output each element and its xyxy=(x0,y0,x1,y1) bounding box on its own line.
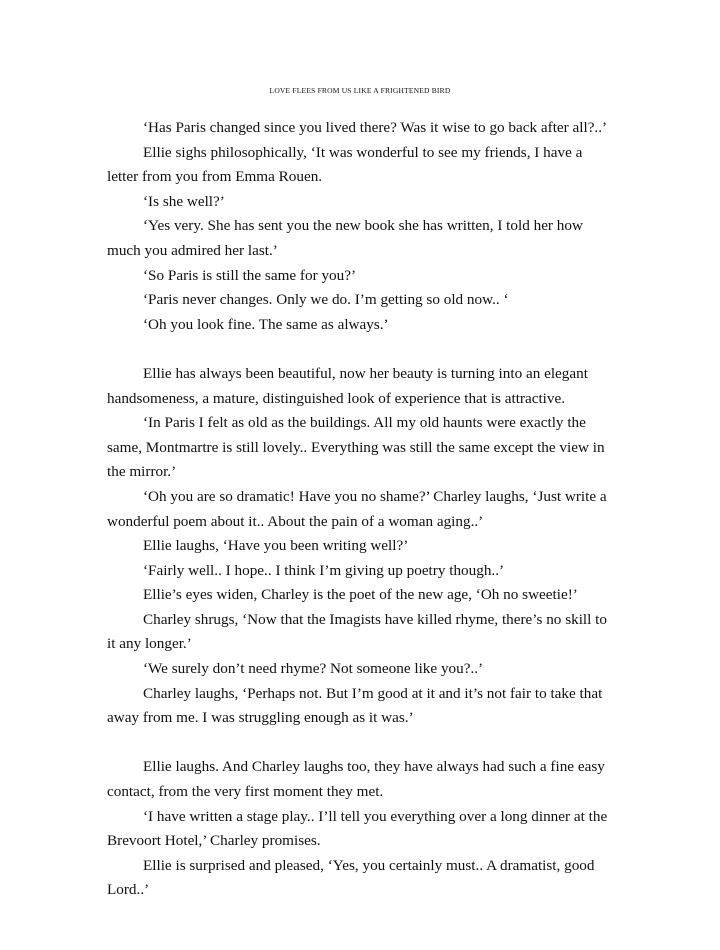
running-header: LOVE FLEES FROM US LIKE A FRIGHTENED BIRD xyxy=(269,86,451,95)
section-break xyxy=(107,337,617,362)
paragraph: ‘We surely don’t need rhyme? Not someone like you?..’ xyxy=(143,660,484,678)
paragraph: Charley laughs, ‘Perhaps not. But I’m good at it and it’s not fair to take that away from me. I was struggling enough as it was.’ xyxy=(107,684,603,727)
paragraph: ‘In Paris I felt as old as the buildings. All my old haunts were exactly the same, Montmartre is still lovely.. Everything was still the same except the view in the mirror.’ xyxy=(107,414,605,481)
paragraph: ‘Has Paris changed since you lived there? Was it wise to go back after all?..’ xyxy=(143,119,608,136)
paragraph: Ellie is surprised and pleased, ‘Yes, you certainly must.. A dramatist, good Lord..’ xyxy=(107,856,595,899)
paragraph: Charley shrugs, ‘Now that the Imagists have killed rhyme, there’s no skill to it any longer.’ xyxy=(107,610,607,653)
paragraph: Ellie sighs philosophically, ‘It was wonderful to see my friends, I have a letter from you from Emma Rouen. xyxy=(107,143,583,186)
body-text xyxy=(107,116,617,903)
paragraph: Ellie has always been beautiful, now her beauty is turning into an elegant handsomeness, a mature, distinguished look of experience that is attractive. xyxy=(107,364,588,407)
paragraph: ‘Yes very. She has sent you the new book she has written, I told her how much you admired her last.’ xyxy=(107,217,583,259)
section-break xyxy=(107,731,617,756)
paragraph: Ellie laughs, ‘Have you been writing well?’ xyxy=(143,537,409,555)
paragraph: ‘So Paris is still the same for you?’ xyxy=(143,266,357,284)
paragraph: ‘Oh you are so dramatic! Have you no shame?’ Charley laughs, ‘Just write a wonderful poem about it.. About the pain of a woman aging..’ xyxy=(107,487,607,530)
paragraph: Ellie laughs. And Charley laughs too, they have always had such a fine easy contact, from the very first moment they met. xyxy=(107,758,605,801)
paragraph: ‘Fairly well.. I hope.. I think I’m giving up poetry though..’ xyxy=(143,561,505,579)
paragraph: ‘Paris never changes. Only we do. I’m getting so old now.. ‘ xyxy=(143,291,509,309)
paragraph: ‘Is she well?’ xyxy=(143,192,225,210)
paragraph: Ellie’s eyes widen, Charley is the poet of the new age, ‘Oh no sweetie!’ xyxy=(143,586,578,604)
paragraph: ‘Oh you look fine. The same as always.’ xyxy=(143,315,389,333)
paragraph: ‘I have written a stage play.. I’ll tell you everything over a long dinner at the Brevoort Hotel,’ Charley promises. xyxy=(107,807,608,850)
